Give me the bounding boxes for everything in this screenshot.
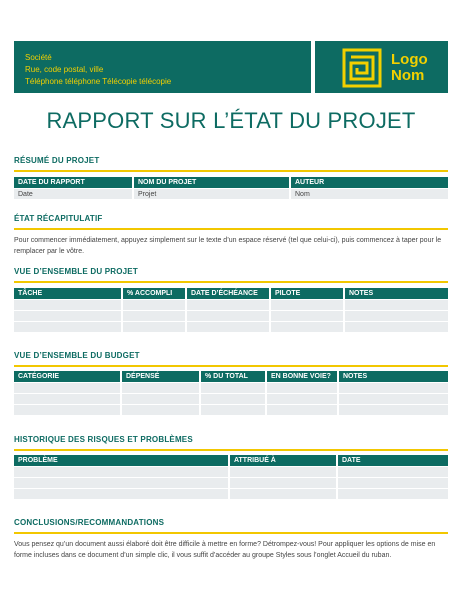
overview-table: [12, 288, 450, 332]
overview-col-notes[interactable]: NOTES: [345, 288, 448, 299]
status-heading[interactable]: ÉTAT RÉCAPITULATIF: [14, 214, 448, 230]
table-row[interactable]: [14, 477, 448, 488]
logo-line-2: Nom: [391, 67, 425, 84]
overview-col-owner[interactable]: PILOTE: [271, 288, 343, 299]
table-row[interactable]: [14, 382, 448, 393]
maze-logo-icon: [342, 48, 382, 88]
company-phones[interactable]: Téléphone téléphone Télécopie télécopie: [25, 77, 172, 86]
summary-col-author[interactable]: AUTEUR: [291, 177, 448, 188]
summary-table: [12, 177, 450, 199]
summary-col-project[interactable]: NOM DU PROJET: [134, 177, 289, 188]
summary-cell-author[interactable]: Nom: [291, 188, 448, 199]
budget-table: [12, 371, 450, 415]
conclusions-heading[interactable]: CONCLUSIONS/RECOMMANDATIONS: [14, 518, 448, 534]
risks-col-assigned[interactable]: ATTRIBUÉ À: [230, 455, 336, 466]
summary-cell-date[interactable]: Date: [14, 188, 132, 199]
budget-col-percent[interactable]: % DU TOTAL: [201, 371, 265, 382]
overview-col-percent[interactable]: % ACCOMPLI: [123, 288, 185, 299]
status-text[interactable]: Pour commencer immédiatement, appuyez simplement sur le texte d’un espace réservé (tel que celui-ci), puis commencez à taper pour le remplacer par le vôtre.: [14, 237, 442, 255]
company-name[interactable]: Société: [25, 53, 52, 62]
risks-table: [12, 455, 450, 499]
overview-col-task[interactable]: TÂCHE: [14, 288, 121, 299]
logo-line-1: Logo: [391, 51, 428, 68]
risks-heading[interactable]: HISTORIQUE DES RISQUES ET PROBLÈMES: [14, 435, 448, 451]
table-row[interactable]: [14, 393, 448, 404]
logo-text: [391, 52, 428, 84]
table-row[interactable]: [14, 466, 448, 477]
budget-col-spent[interactable]: DÉPENSÉ: [122, 371, 199, 382]
summary-cell-project[interactable]: Projet: [134, 188, 289, 199]
budget-col-on-track[interactable]: EN BONNE VOIE?: [267, 371, 337, 382]
risks-col-date[interactable]: DATE: [338, 455, 448, 466]
company-address[interactable]: Rue, code postal, ville: [25, 65, 104, 74]
document-title[interactable]: RAPPORT SUR L’ÉTAT DU PROJET: [46, 108, 416, 133]
summary-heading[interactable]: RÉSUMÉ DU PROJET: [14, 156, 448, 172]
table-row[interactable]: [14, 404, 448, 415]
overview-heading[interactable]: VUE D’ENSEMBLE DU PROJET: [14, 267, 448, 283]
summary-col-date[interactable]: DATE DU RAPPORT: [14, 177, 132, 188]
table-row[interactable]: [14, 310, 448, 321]
risks-col-problem[interactable]: PROBLÈME: [14, 455, 228, 466]
company-info: [14, 41, 311, 93]
table-row[interactable]: [14, 321, 448, 332]
table-row[interactable]: [14, 488, 448, 499]
overview-col-due[interactable]: DATE D’ÉCHÉANCE: [187, 288, 269, 299]
conclusions-text[interactable]: Vous pensez qu’un document aussi élaboré doit être difficile à mettre en forme? Détrompez-vous! Pour appliquer les options de mise en forme incluses dans ce document d’un simple clic, il vous suffit d’accéder au groupe Styles sous l’onglet Accueil du ruban.: [14, 541, 436, 559]
budget-col-category[interactable]: CATÉGORIE: [14, 371, 120, 382]
budget-col-notes[interactable]: NOTES: [339, 371, 448, 382]
table-row[interactable]: [14, 299, 448, 310]
budget-heading[interactable]: VUE D’ENSEMBLE DU BUDGET: [14, 351, 448, 367]
